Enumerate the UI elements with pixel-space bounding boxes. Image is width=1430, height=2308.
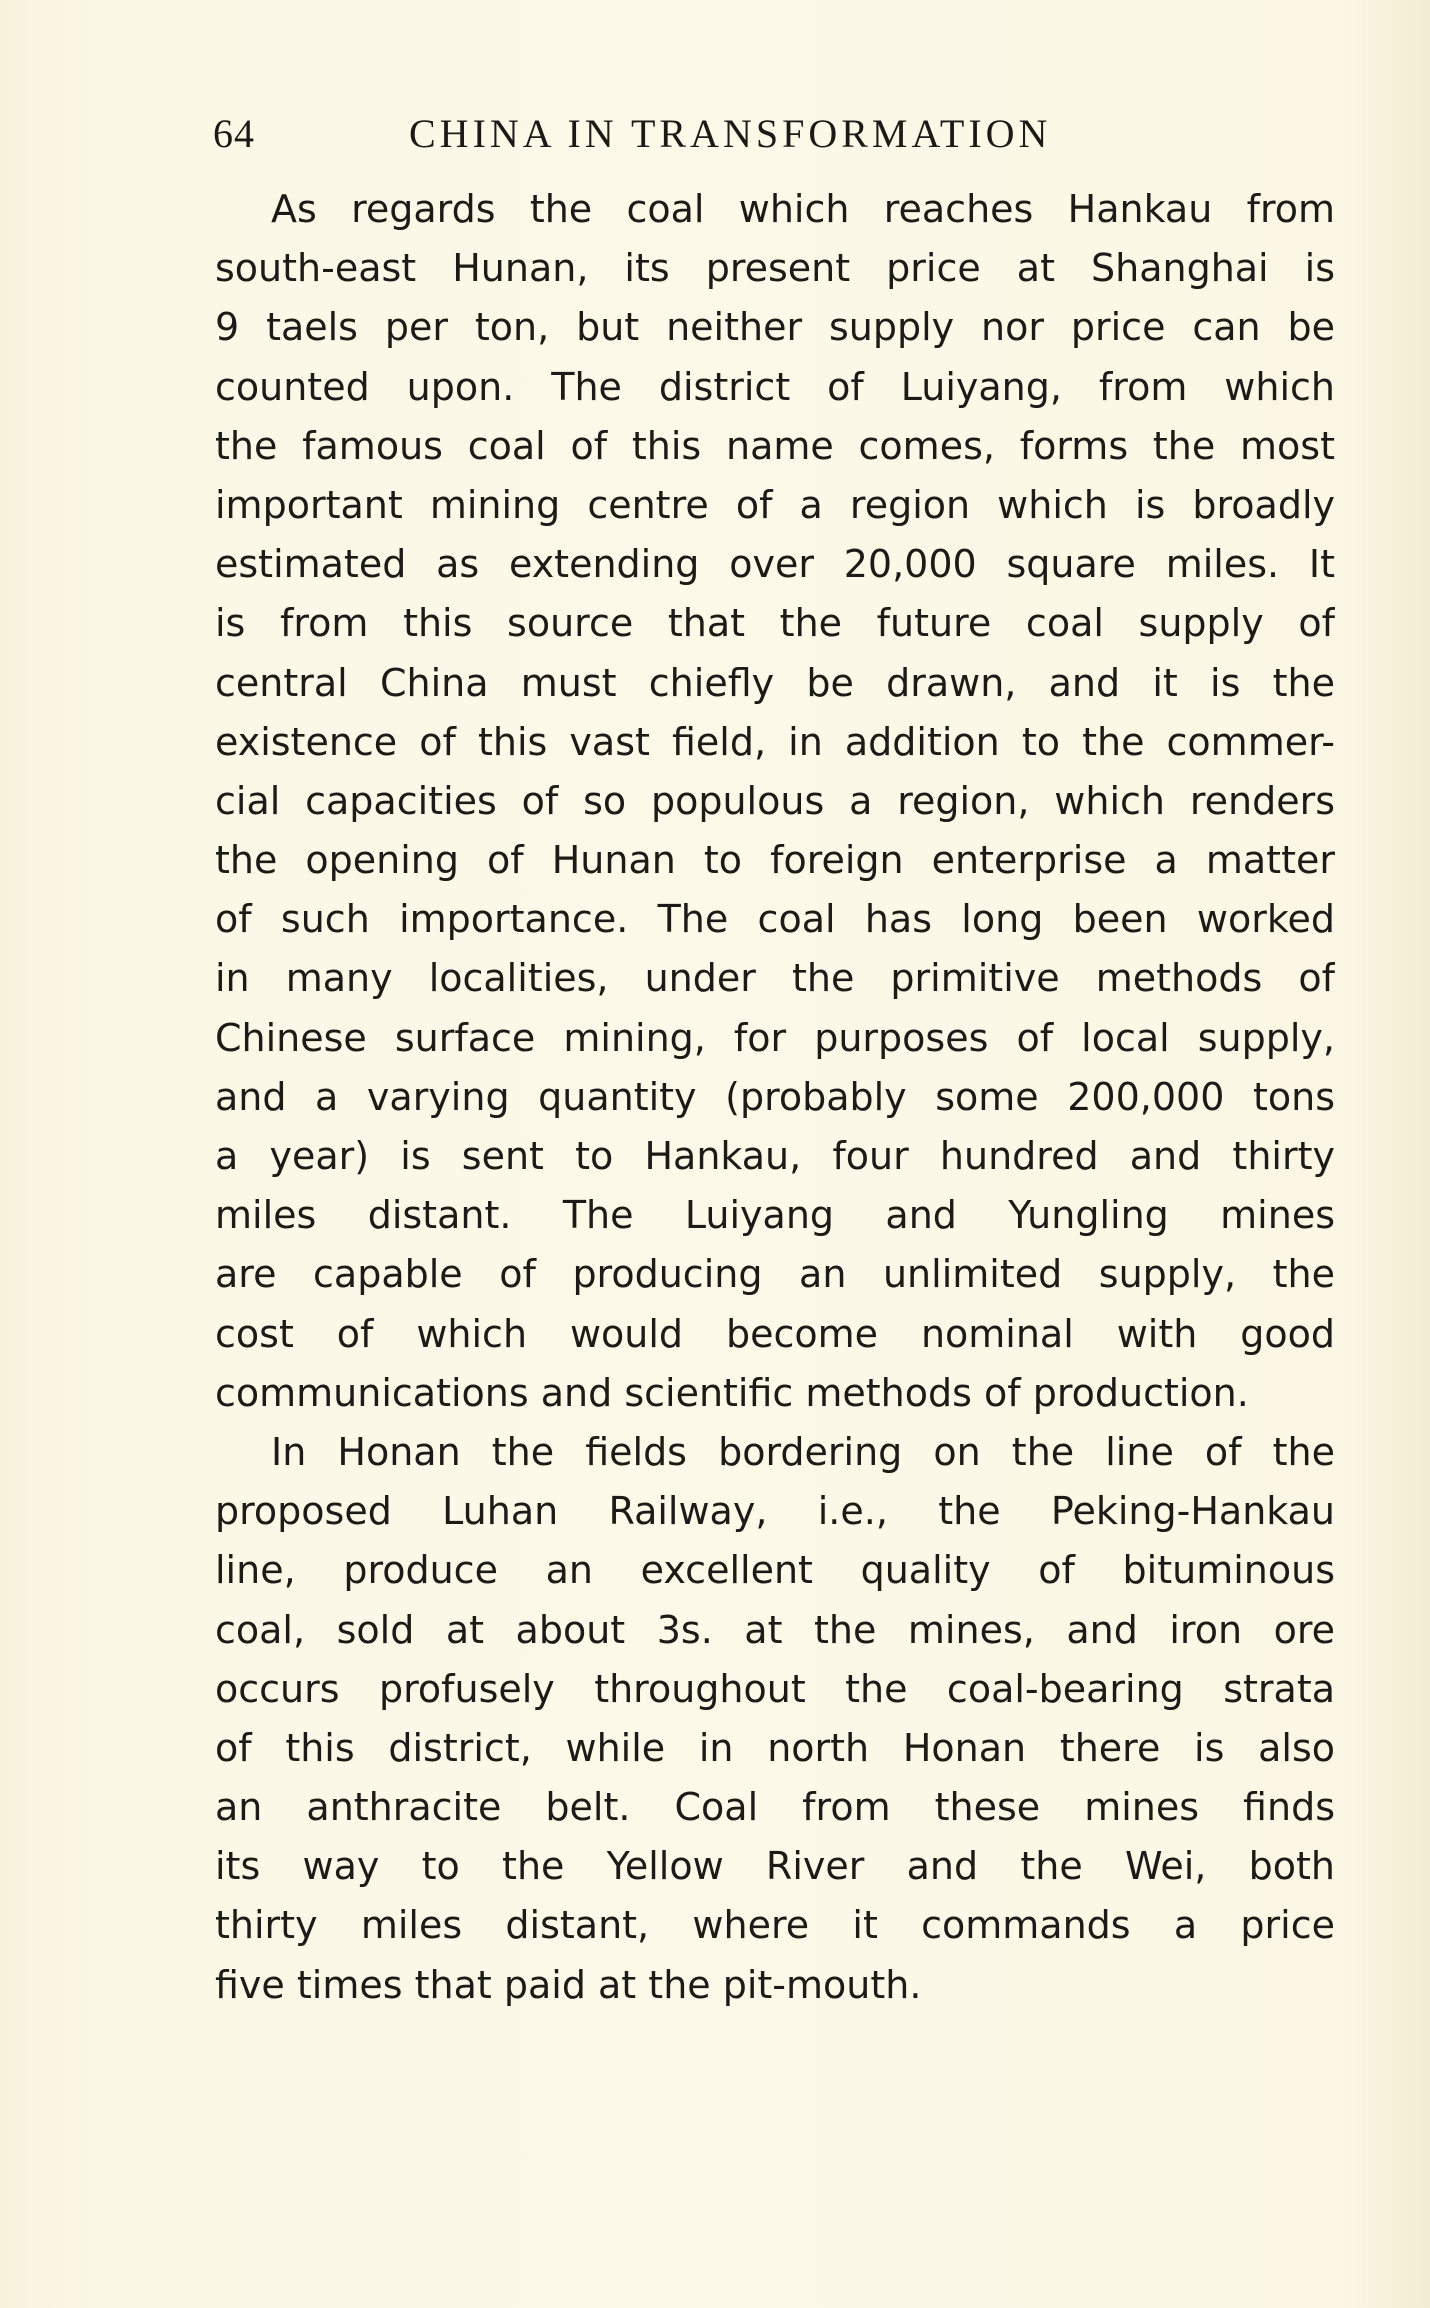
text-line: 9 taels per ton, but neither supply nor price can be xyxy=(215,305,1335,350)
text-line: an anthracite belt. Coal from these mines finds xyxy=(215,1785,1335,1830)
text-line: south-east Hunan, its present price at Shanghai is xyxy=(215,246,1335,291)
text-line: cost of which would become nominal with good xyxy=(215,1311,1335,1356)
text-line: a year) is sent to Hankau, four hundred and thirty xyxy=(215,1134,1335,1178)
text-line: cial capacities of so populous a region, which renders xyxy=(215,778,1335,823)
text-line: occurs profusely throughout the coal-bearing strata xyxy=(215,1666,1335,1711)
text-line: are capable of producing an unlimited supply, the xyxy=(215,1252,1335,1297)
text-line: thirty miles distant, where it commands a price xyxy=(215,1903,1335,1948)
paragraph-coal-honan xyxy=(215,1423,1335,2015)
text-line: existence of this vast field, in addition to the commer- xyxy=(215,719,1335,764)
text-line: estimated as extending over 20,000 square miles. It xyxy=(215,542,1335,587)
text-line: central China must chiefly be drawn, and it is the xyxy=(215,660,1335,705)
text-line: important mining centre of a region which is broadly xyxy=(215,482,1335,527)
paragraph-coal-hunan xyxy=(215,180,1335,1423)
text-line: and a varying quantity (probably some 200,000 tons xyxy=(215,1074,1335,1119)
text-line: five times that paid at the pit-mouth. xyxy=(215,1962,922,2007)
text-line: coal, sold at about 3s. at the mines, and iron ore xyxy=(215,1607,1335,1652)
running-head: CHINA IN TRANSFORMATION xyxy=(409,111,1052,156)
text-line: of this district, while in north Honan there is also xyxy=(215,1725,1335,1770)
text-line: communications and scientific methods of production. xyxy=(215,1370,1249,1415)
text-line: the opening of Hunan to foreign enterprise a matter xyxy=(215,838,1335,883)
text-line: the famous coal of this name comes, forms the most xyxy=(215,423,1335,468)
text-line: proposed Luhan Railway, i.e., the Peking-Hankau xyxy=(215,1489,1335,1534)
body-text xyxy=(215,180,1335,2015)
text-line: miles distant. The Luiyang and Yungling mines xyxy=(215,1193,1335,1238)
page-number: 64 xyxy=(213,111,255,156)
text-line: of such importance. The coal has long been worked xyxy=(215,897,1335,942)
text-line: counted upon. The district of Luiyang, from which xyxy=(215,364,1335,409)
text-line: As regards the coal which reaches Hankau from xyxy=(271,187,1335,231)
text-line: its way to the Yellow River and the Wei, both xyxy=(215,1844,1335,1889)
text-line: is from this source that the future coal supply of xyxy=(215,601,1335,646)
text-line: line, produce an excellent quality of bituminous xyxy=(215,1548,1335,1593)
text-line: Chinese surface mining, for purposes of local supply, xyxy=(215,1015,1335,1060)
page-header xyxy=(213,110,1213,170)
text-line: In Honan the fields bordering on the line of the xyxy=(271,1429,1335,1474)
text-line: in many localities, under the primitive methods of xyxy=(215,956,1335,1001)
